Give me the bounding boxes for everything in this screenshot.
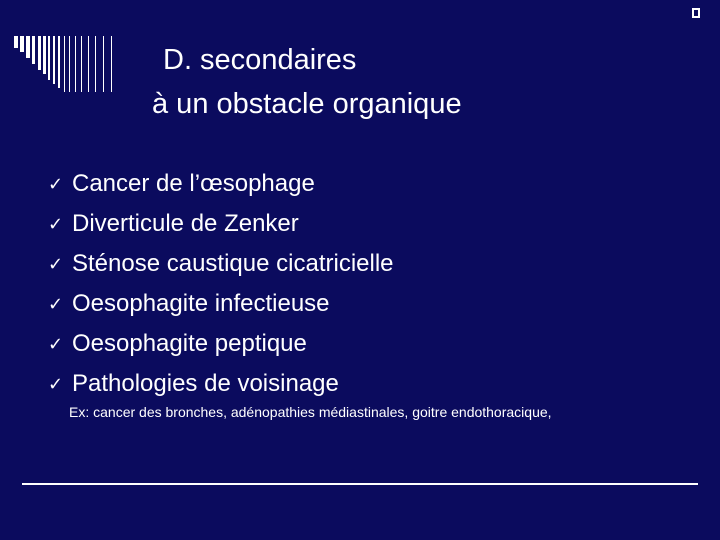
checkmark-icon: ✓ <box>48 173 64 194</box>
example-note: Ex: cancer des bronches, adénopathies médiastinales, goitre endothoracique, <box>69 404 552 420</box>
bullet-text: Sténose caustique cicatricielle <box>72 250 394 277</box>
checkmark-icon: ✓ <box>48 373 64 394</box>
bullet-item <box>48 284 394 324</box>
checkmark-icon: ✓ <box>48 333 64 354</box>
title-line-1: D. secondaires <box>163 44 357 76</box>
bullet-item <box>48 164 394 204</box>
bullet-text: Diverticule de Zenker <box>72 210 299 237</box>
bullet-item <box>48 364 394 404</box>
checkmark-icon: ✓ <box>48 253 64 274</box>
bullet-item <box>48 204 394 244</box>
striped-bars-decoration <box>14 36 124 94</box>
checkmark-icon: ✓ <box>48 213 64 234</box>
corner-square-decoration <box>692 8 700 18</box>
bullet-text: Cancer de l’œsophage <box>72 170 315 197</box>
bullet-item <box>48 244 394 284</box>
bullet-list <box>48 164 394 404</box>
gradient-stripes-graphic <box>14 36 124 94</box>
bullet-text: Pathologies de voisinage <box>72 370 339 397</box>
bullet-item <box>48 324 394 364</box>
footer-divider <box>22 483 698 485</box>
bullet-text: Oesophagite infectieuse <box>72 290 330 317</box>
checkmark-icon: ✓ <box>48 293 64 314</box>
title-line-2: à un obstacle organique <box>152 88 462 120</box>
bullet-text: Oesophagite peptique <box>72 330 307 357</box>
